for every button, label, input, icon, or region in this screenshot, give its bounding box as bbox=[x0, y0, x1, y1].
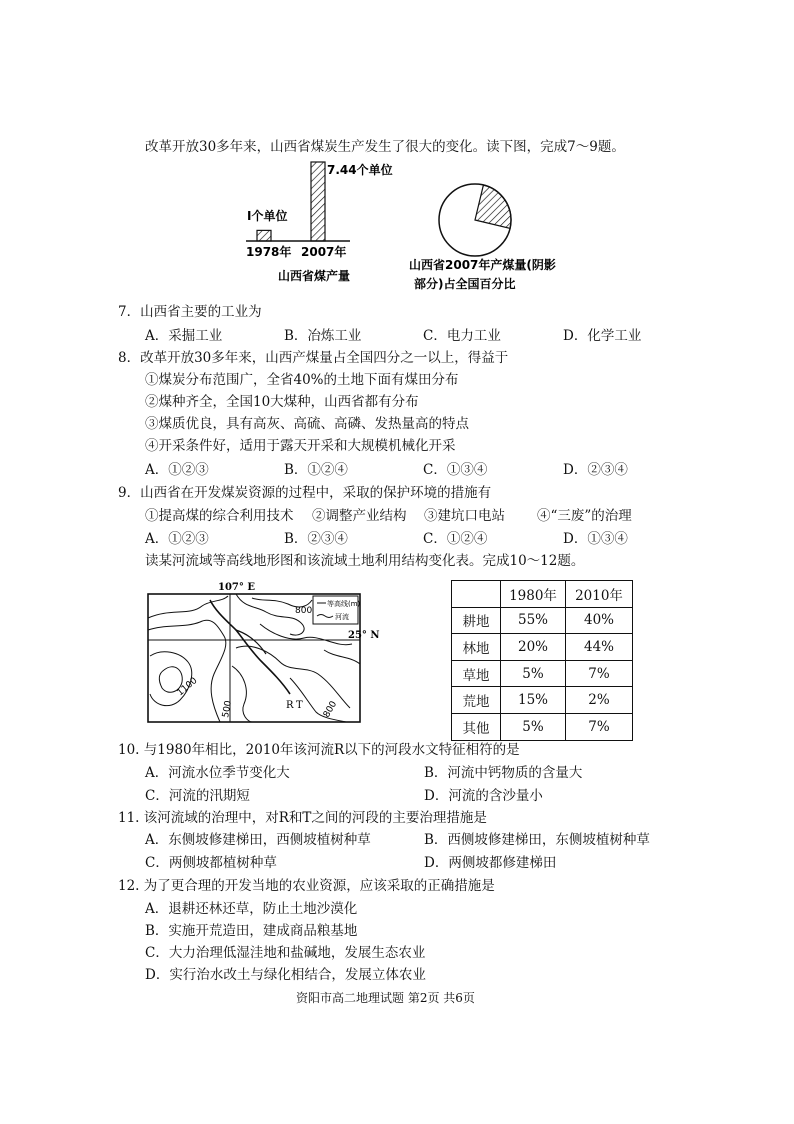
map-contour-800-top: 800 bbox=[295, 606, 313, 616]
q10-option-d[interactable]: D．河流的含沙量小 bbox=[424, 788, 543, 804]
q9-stem: 9．山西省在开发煤炭资源的过程中，采取的保护环境的措施有 bbox=[118, 485, 492, 501]
bar-1978 bbox=[257, 230, 271, 241]
table-row bbox=[452, 607, 633, 634]
coal-figure bbox=[0, 160, 794, 300]
q9-option-b[interactable]: B．②③④ bbox=[284, 531, 348, 547]
q12-stem: 12. 为了更合理的开发当地的农业资源，应该采取的正确措施是 bbox=[118, 878, 495, 894]
table-header bbox=[452, 581, 501, 608]
q8-stem: 8．改革开放30多年来，山西产煤量占全国四分之一以上，得益于 bbox=[118, 350, 509, 366]
q11-option-d[interactable]: D．两侧坡都修建梯田 bbox=[424, 855, 557, 871]
q12-option-d[interactable]: D．实行治水改土与绿化相结合，发展立体农业 bbox=[145, 967, 426, 983]
q8-item-3: ③煤质优良，具有高灰、高硫、高磷、发热量高的特点 bbox=[145, 416, 469, 432]
q9-option-c[interactable]: C．①②④ bbox=[423, 531, 488, 547]
year-2007-label: 2007年 bbox=[301, 245, 347, 259]
table-row bbox=[452, 660, 633, 687]
table-cell: 44% bbox=[566, 634, 633, 661]
q9-option-d[interactable]: D．①③④ bbox=[563, 531, 628, 547]
contour-map bbox=[140, 578, 380, 728]
table-cell: 耕地 bbox=[452, 607, 501, 634]
q8-item-1: ①煤炭分布范围广，全省40%的土地下面有煤田分布 bbox=[145, 372, 459, 388]
table-cell: 其他 bbox=[452, 713, 501, 740]
table-row bbox=[452, 713, 633, 740]
bar-2007 bbox=[311, 162, 325, 241]
q7-option-d[interactable]: D．化学工业 bbox=[563, 328, 642, 344]
table-cell: 荒地 bbox=[452, 687, 501, 714]
q10-option-a[interactable]: A．河流水位季节变化大 bbox=[145, 765, 290, 781]
table-cell: 55% bbox=[501, 607, 566, 634]
map-latitude: 25° N bbox=[348, 630, 380, 641]
q12-option-a[interactable]: A．退耕还林还草，防止土地沙漠化 bbox=[145, 901, 358, 917]
map-contour-1100: 1100 bbox=[175, 675, 200, 699]
pie-caption-1: 山西省2007年产煤量(阴影 bbox=[409, 258, 556, 272]
table-cell: 5% bbox=[501, 713, 566, 740]
map-label-t: T bbox=[296, 700, 303, 711]
q9-item-2: ②调整产业结构 bbox=[312, 508, 407, 524]
q9-item-4: ④“三废”的治理 bbox=[537, 508, 632, 524]
table-row bbox=[452, 634, 633, 661]
table-cell: 20% bbox=[501, 634, 566, 661]
page-footer: 资阳市高二地理试题 第2页 共6页 bbox=[296, 991, 475, 1005]
bar-caption: 山西省煤产量 bbox=[278, 269, 351, 283]
q7-option-b[interactable]: B．冶炼工业 bbox=[284, 328, 362, 344]
table-cell: 5% bbox=[501, 660, 566, 687]
pie-caption-2: 部分)占全国百分比 bbox=[414, 277, 516, 291]
q11-option-b[interactable]: B．西侧坡修建梯田，东侧坡植树种草 bbox=[424, 832, 650, 848]
map-longitude: 107° E bbox=[218, 582, 255, 593]
table-cell: 7% bbox=[566, 660, 633, 687]
map-legend-river: 河流 bbox=[335, 613, 349, 621]
q10-option-c[interactable]: C．河流的汛期短 bbox=[145, 788, 250, 804]
q7-stem: 7．山西省主要的工业为 bbox=[118, 304, 262, 320]
table-header-row bbox=[452, 581, 633, 608]
table-cell: 2% bbox=[566, 687, 633, 714]
map-label-r: R bbox=[286, 700, 294, 711]
map-contour-800-bottom: 800 bbox=[321, 699, 340, 720]
map-legend-title: 等高线(m) bbox=[327, 600, 361, 608]
table-cell: 草地 bbox=[452, 660, 501, 687]
bar-big-label: 7.44个单位 bbox=[327, 163, 393, 177]
q10-stem: 10. 与1980年相比，2010年该河流R以下的河段水文特征相符的是 bbox=[118, 742, 520, 758]
q12-option-c[interactable]: C．大力治理低湿洼地和盐碱地，发展生态农业 bbox=[145, 945, 426, 961]
q9-item-3: ③建坑口电站 bbox=[424, 508, 505, 524]
q11-option-a[interactable]: A．东侧坡修建梯田，西侧坡植树种草 bbox=[145, 832, 371, 848]
q9-option-a[interactable]: A．①②③ bbox=[145, 531, 209, 547]
year-1978-label: 1978年 bbox=[246, 245, 292, 259]
q7-option-c[interactable]: C．电力工业 bbox=[423, 328, 501, 344]
table-cell: 40% bbox=[566, 607, 633, 634]
map-contour-500: 500 bbox=[221, 699, 234, 719]
q11-stem: 11. 该河流域的治理中，对R和T之间的河段的主要治理措施是 bbox=[118, 810, 487, 826]
table-cell: 林地 bbox=[452, 634, 501, 661]
bar-small-label: I个单位 bbox=[247, 209, 288, 223]
q8-option-a[interactable]: A．①②③ bbox=[145, 462, 209, 478]
q10-option-b[interactable]: B．河流中钙物质的含量大 bbox=[424, 765, 583, 781]
landuse-table bbox=[451, 580, 633, 741]
q8-item-2: ②煤种齐全，全国10大煤种，山西省都有分布 bbox=[145, 394, 419, 410]
table-header: 1980年 bbox=[501, 581, 566, 608]
q8-option-b[interactable]: B．①②④ bbox=[284, 462, 348, 478]
q8-option-c[interactable]: C．①③④ bbox=[423, 462, 488, 478]
q8-option-d[interactable]: D．②③④ bbox=[563, 462, 628, 478]
table-row bbox=[452, 687, 633, 714]
q12-option-b[interactable]: B．实施开荒造田，建成商品粮基地 bbox=[145, 923, 358, 939]
table-cell: 15% bbox=[501, 687, 566, 714]
intro-10-12: 读某河流域等高线地形图和该流域土地利用结构变化表。完成10～12题。 bbox=[145, 553, 585, 569]
q7-option-a[interactable]: A．采掘工业 bbox=[145, 328, 223, 344]
q8-item-4: ④开采条件好，适用于露天开采和大规模机械化开采 bbox=[145, 438, 456, 454]
q11-option-c[interactable]: C．两侧坡都植树种草 bbox=[145, 855, 277, 871]
intro-7-9: 改革开放30多年来，山西省煤炭生产发生了很大的变化。读下图，完成7～9题。 bbox=[145, 139, 625, 155]
table-cell: 7% bbox=[566, 713, 633, 740]
q9-item-1: ①提高煤的综合利用技术 bbox=[145, 508, 294, 524]
table-header: 2010年 bbox=[566, 581, 633, 608]
